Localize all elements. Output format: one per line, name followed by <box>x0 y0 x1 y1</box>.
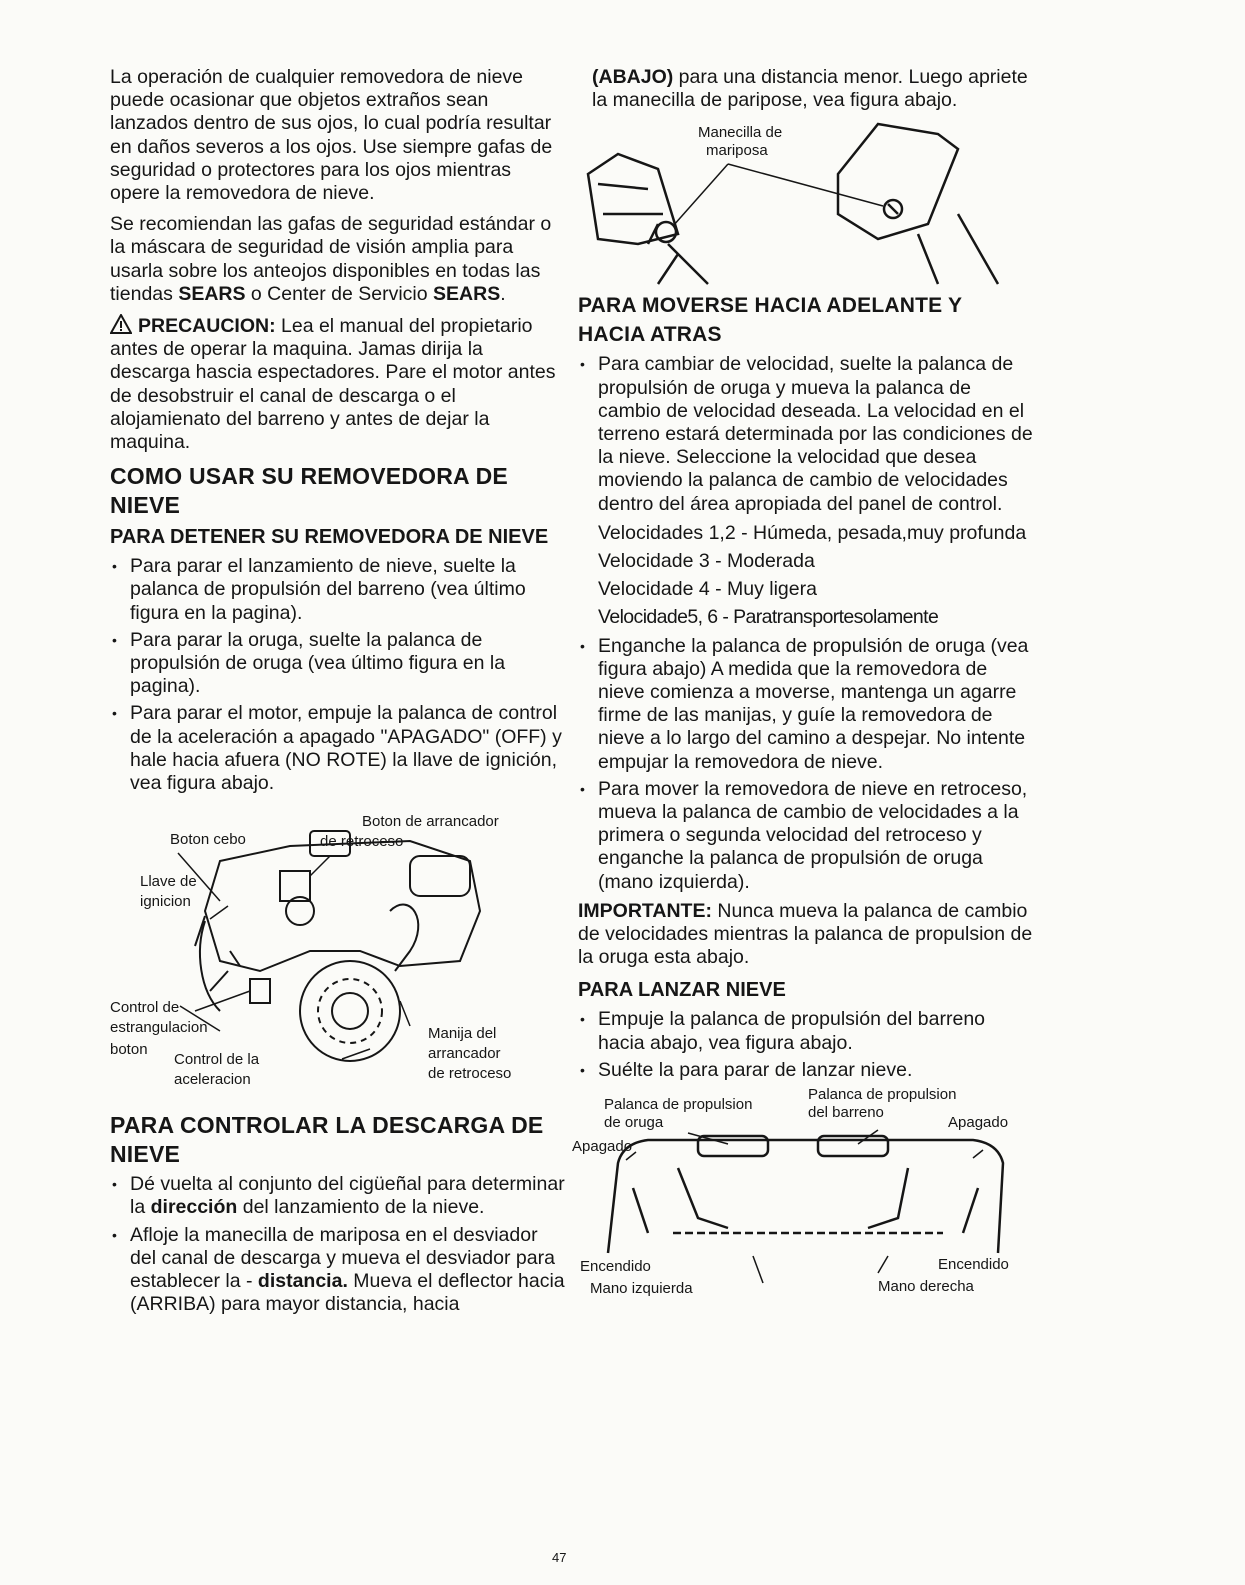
throw-list <box>578 1008 1033 1082</box>
label-control-de-la: Control de la <box>174 1051 260 1069</box>
handle-figure <box>572 1086 1033 1303</box>
label-encendido-left: Encendido <box>580 1258 651 1276</box>
caution-label: PRECAUCION: <box>138 315 276 338</box>
label-de-retroceso-2: de retroceso <box>428 1065 512 1083</box>
heading-moverse: PARA MOVERSE HACIA ADELANTE Y HACIA ATRAS <box>578 294 962 347</box>
speed-line: Velocidade5, 6 - Paratransportesolamente <box>598 606 939 629</box>
speed-line: Velocidade 4 - Muy ligera <box>598 578 817 601</box>
label-mano-derecha: Mano derecha <box>878 1278 974 1296</box>
move-list <box>578 353 1033 515</box>
label-boton: boton <box>110 1041 148 1059</box>
caution-paragraph: PRECAUCION: Lea el manual del propietario antes de operar la maquina. Jamas dirija la descarga hascia espectadores. Pare el motor antes de desobstruir el canal de descarga o el alojamienato del barreno y antes de dejar la maquina. <box>110 315 556 454</box>
speed-line: Velocidades 1,2 - Húmeda, pesada,muy profunda <box>598 521 1027 544</box>
speed-line: Velocidade 3 - Moderada <box>598 550 815 573</box>
label-apagado-right: Apagado <box>948 1114 1009 1132</box>
label-palanca-barreno-2: del barreno <box>808 1104 884 1122</box>
label-mano-izquierda: Mano izquierda <box>590 1280 693 1298</box>
label-arrancador: arrancador <box>428 1045 501 1063</box>
label-aceleracion: aceleracion <box>174 1071 251 1089</box>
left-column <box>110 66 565 1323</box>
label-manecilla-de: Manecilla de <box>698 124 783 142</box>
chute-figure <box>578 114 1033 289</box>
label-mariposa: mariposa <box>706 142 768 160</box>
important-paragraph: IMPORTANTE: Nunca mueva la palanca de cambio de velocidades mientras la palanca de propulsion de la oruga esta abajo. <box>578 899 1033 969</box>
list-item: • Afloje la manecilla de mariposa en el desviador del canal de descarga y mueva el desviador para establecer la - distancia. Mueva el deflector hacia (ARRIBA) para mayor distancia, hacia <box>110 1224 565 1317</box>
label-palanca-barreno-1: Palanca de propulsion <box>808 1086 957 1104</box>
list-item: • Empuje la palanca de propulsión del barreno hacia abajo, vea figura abajo. <box>578 1008 1033 1054</box>
engine-figure <box>110 801 565 1101</box>
warning-triangle-icon <box>110 314 132 334</box>
list-item: • Dé vuelta al conjunto del cigüeñal para determinar la dirección del lanzamiento de la nieve. <box>110 1173 565 1219</box>
label-manija-del: Manija del <box>428 1025 497 1043</box>
label-palanca-oruga-2: de oruga <box>604 1114 664 1132</box>
chute-illustration <box>578 114 1033 289</box>
label-apagado-left: Apagado <box>572 1138 633 1156</box>
label-ignicion: ignicion <box>140 893 191 911</box>
label-encendido-right: Encendido <box>938 1256 1009 1274</box>
heading-lanzar: PARA LANZAR NIEVE <box>578 979 786 1002</box>
label-boton-arrancador: Boton de arrancador <box>362 813 499 831</box>
heading-como-usar: COMO USAR SU REMOVEDORA DE NIEVE <box>110 463 508 519</box>
discharge-list <box>110 1173 565 1316</box>
page-number: 47 <box>552 1550 567 1565</box>
heading-controlar-descarga: PARA CONTROLAR LA DESCARGA DE NIEVE <box>110 1112 544 1168</box>
heading-detener: PARA DETENER SU REMOVEDORA DE NIEVE <box>110 526 549 549</box>
list-item: • Para cambiar de velocidad, suelte la palanca de propulsión de oruga y mueva la palanca de cambio de velocidad deseada. La velocidad en el terreno estará determinada por las condiciones de la nieve. Seleccione la velocidad que desea moviendo la palanca de cambio de velocidades dentro del área apropiada del panel de control. <box>578 353 1033 515</box>
continuation-paragraph: (ABAJO) para una distancia menor. Luego apriete la manecilla de paripose, vea figura abajo. <box>592 66 1028 112</box>
list-item: • Para mover la removedora de nieve en retroceso, mueva la palanca de cambio de velocidades a la primera o segunda velocidad del retroceso y enganche la palanca de propulsión de oruga (mano izquierda). <box>578 778 1033 894</box>
label-palanca-oruga-1: Palanca de propulsion <box>604 1096 753 1114</box>
right-column <box>572 66 1033 1303</box>
list-item: • Para parar la oruga, suelte la palanca de propulsión de oruga (vea último figura en la pagina). <box>110 629 565 699</box>
eye-safety-paragraph: La operación de cualquier removedora de nieve puede ocasionar que objetos extraños sean lanzados dentro de sus ojos, lo cual podría resultar en daños severos a los ojos. Use siempre gafas de seguridad o protectores para los ojos mientras opere la removedora de nieve. <box>110 66 553 205</box>
list-item: • Para parar el lanzamiento de nieve, suelte la palanca de propulsión del barreno (vea último figura en la pagina). <box>110 555 565 625</box>
label-boton-cebo: Boton cebo <box>170 831 246 849</box>
list-item: • Para parar el motor, empuje la palanca de control de la aceleración a apagado "APAGADO" (OFF) y hale hacia afuera (NO ROTE) la llave de ignición, vea figura abajo. <box>110 702 565 795</box>
move-list-2 <box>578 635 1033 894</box>
list-item: • Enganche la palanca de propulsión de oruga (vea figura abajo) A medida que la removedora de nieve comienza a moverse, mantenga un agarre firme de las manijas, y guíe la removedora de nieve a lo largo del camino a despejar. No intente empujar la removedora de nieve. <box>578 635 1033 774</box>
label-de-retroceso: de retroceso <box>320 833 404 851</box>
list-item: • Suélte la para parar de lanzar nieve. <box>578 1059 1033 1082</box>
stop-list <box>110 555 565 795</box>
label-llave-de: Llave de <box>140 873 197 891</box>
label-control-de: Control de <box>110 999 180 1017</box>
label-estrangulacion: estrangulacion <box>110 1019 208 1037</box>
glasses-paragraph: Se recomiendan las gafas de seguridad estándar o la máscara de seguridad de visión amplia para usarla sobre los anteojos disponibles en todas las tiendas SEARS o Center de Servicio SEARS. <box>110 213 552 305</box>
